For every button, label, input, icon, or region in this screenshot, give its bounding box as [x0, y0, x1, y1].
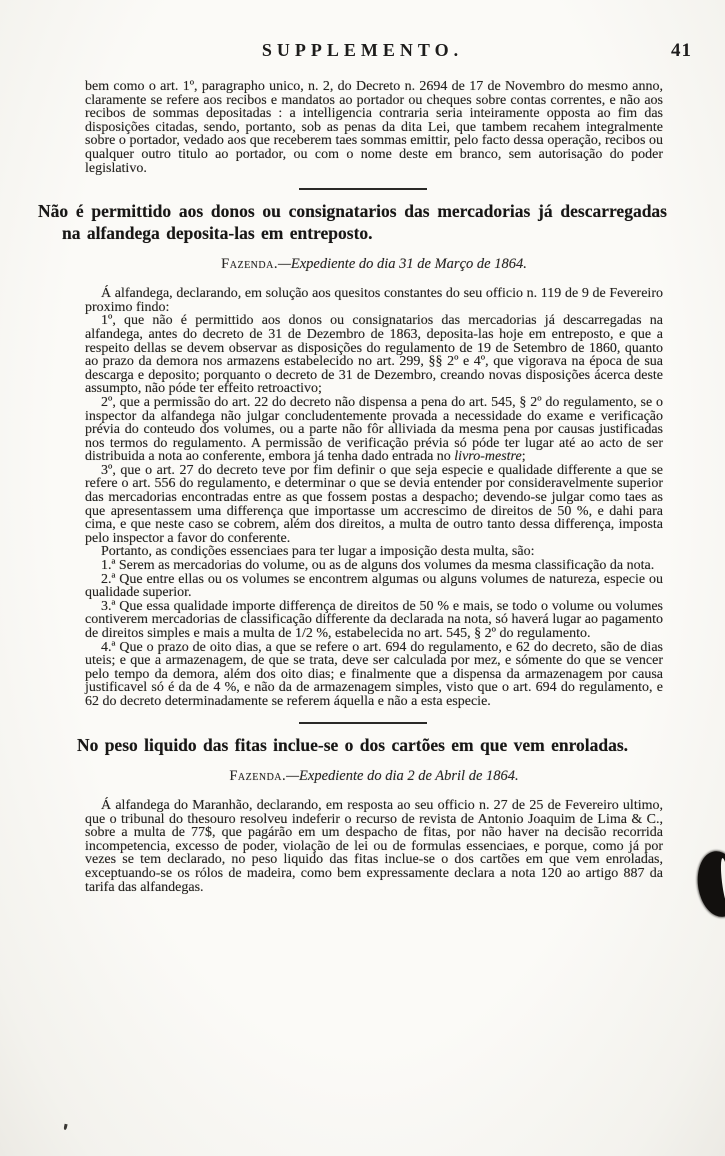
continuation-text-block: [85, 80, 663, 175]
body-paragraph: 1º, que não é permittido aos donos ou consignatarios das mercadorias já descarregadas na alfandega, antes do decreto de 31 de Dezembro de 1863, deposita-las hoje em entreposto, e que a respeito dellas se devem observar as disposições do regulamento de 19 de Setembro de 1860, quanto ao prazo da demora nos armazens estabelecido no art. 299, §§ 2º e 4º, que vigorava na época de sua descarga e deposito; porquanto o decreto de 31 de Dezembro, creando novas disposições ácerca deste assumpto, não póde ter effeito retroactivo;: [85, 313, 663, 397]
italic-term: livro-mestre: [454, 449, 522, 465]
dateline-1: [85, 256, 663, 273]
running-head: [0, 0, 725, 66]
section-heading-entreposto: Não é permittido aos donos ou consignatarios das mercadorias já descarregadas na alfandega deposita-las em entreposto.: [38, 201, 667, 243]
section-heading-fitas: No peso liquido das fitas inclue-se o dos cartões em que vem enroladas.: [76, 734, 629, 755]
body-paragraph: Portanto, as condições essenciaes para ter lugar a imposição desta multa, são:: [101, 544, 535, 560]
body-paragraph: 2.ª Que entre ellas ou os volumes se encontrem algumas ou alguns volumes de natureza, especie ou qualidade superior.: [85, 571, 663, 601]
dateline-ministry: Fazenda.: [229, 768, 287, 785]
dateline-2: [85, 768, 663, 785]
page-number: 41: [671, 40, 692, 61]
paragraph-text: 2º, que a permissão do art. 22 do decreto não dispensa a pena do art. 545, § 2º do regulamento, se o inspector da alfandega não julgar concludentemente provada a necessidade do exame e verificação prévia do conteudo dos volumes, ou a parte não fôr alliviada da mesma pena por causas justificadas nos termos do regulamento. A permissão de verificação prévia só póde ter lugar até ao acto de ser distribuida a nota ao conferente, embora já tenha dado entrada no: [85, 394, 663, 465]
section-1-body: [85, 287, 663, 708]
section-divider: [299, 722, 427, 724]
ink-speck: [63, 1124, 67, 1130]
dateline-expediente: —Expediente do dia 2 de Abril de 1864.: [286, 768, 519, 785]
body-paragraph: 4.ª Que o prazo de oito dias, a que se refere o art. 694 do regulamento, e 62 do decreto, são de dias uteis; e que a armazenagem, de que se trata, deve ser calculada por mez, e sómente do que se vencer pelo tempo da demora, além dos oito dias; e finalmente que a dispensa da armazenagem por causa justificavel só é da de 4 %, e não da de armazenagem simples, visto que o art. 694 do regulamento, e 62 do decreto determinadamente se referem áquella e não a esta especie.: [85, 639, 663, 709]
section-divider: [299, 188, 427, 190]
dateline-ministry: Fazenda.: [221, 256, 278, 273]
body-paragraph: 1.ª Serem as mercadorias do volume, ou as de alguns dos volumes da mesma classificação da nota.: [101, 558, 655, 574]
ink-smudge: [694, 848, 725, 919]
section-2-body: [85, 799, 663, 894]
body-paragraph: 3.ª Que essa qualidade importe differença de direitos de 50 % e mais, se todo o volume ou volumes contiverem mercadorias de classificação differente da declarada na nota, só haverá lugar ao pagamento de direitos simples e mais a multa de 1/2 %, estabelecida no art. 545, § 2º do regulamento.: [85, 598, 663, 641]
body-paragraph: 3º, que o art. 27 do decreto teve por fim definir o que seja especie e qualidade differente a que se refere o art. 556 do regulamento, e determinar o que se devia entender por consideravelmente superior das mercadorias encontradas entre as que fossem postas a despacho; devendo-se julgar como taes as que apresentassem uma differença que importasse um accrescimo de direitos de 50 %, e dahi para cima, e que neste caso se cobrem, além dos direitos, a multa de outro tanto dessa differença, imposta pelo inspector a favor do conferente.: [85, 462, 663, 546]
paragraph-text: ;: [521, 449, 526, 465]
body-paragraph: Á alfandega do Maranhão, declarando, em resposta ao seu officio n. 27 de 25 de Fevereiro ultimo, que o tribunal do thesouro resolveu indeferir o recurso de revista de Antonio Joaquim de Lima & C., sobre a multa de 77$, que pagárão em um despacho de fitas, por não haver na decisão recorrida incompetencia, excesso de poder, violação de lei ou de formulas essenciaes, e porque, como já por vezes se tem declarado, no peso liquido das fitas inclue-se o dos cartões em que vem enroladas, exceptuando-se os rólos de madeira, como bem expressamente declara a nota 120 ao artigo 887 da tarifa das alfandegas.: [85, 798, 663, 895]
dateline-expediente: —Expediente do dia 31 de Março de 1864.: [277, 256, 527, 273]
body-paragraph: Á alfandega, declarando, em solução aos quesitos constantes do seu officio n. 119 de 9 de Fevereiro proximo findo:: [85, 286, 663, 315]
page-title: SUPPLEMENTO.: [261, 40, 464, 60]
body-paragraph: [85, 396, 663, 464]
continuation-paragraph: bem como o art. 1º, paragrapho unico, n. 2, do Decreto n. 2694 de 17 de Novembro do mesmo anno, claramente se refere aos recibos e mandatos ao portador ou cheques sobre contas correntes, e não aos recibos de sommas depositadas : a intelligencia contraria seria inteiramente opposta ao fim das disposições citadas, sendo, portanto, sob as penas da dita Lei, que tambem recahem integralmente sobre o portador, vedado aos que receberem taes sommas emittir, pelo facto dessa operação, recibos ou qualquer outro titulo ao portador, ou com o nome deste em branco, sem autorisação do poder legislativo.: [85, 79, 663, 176]
